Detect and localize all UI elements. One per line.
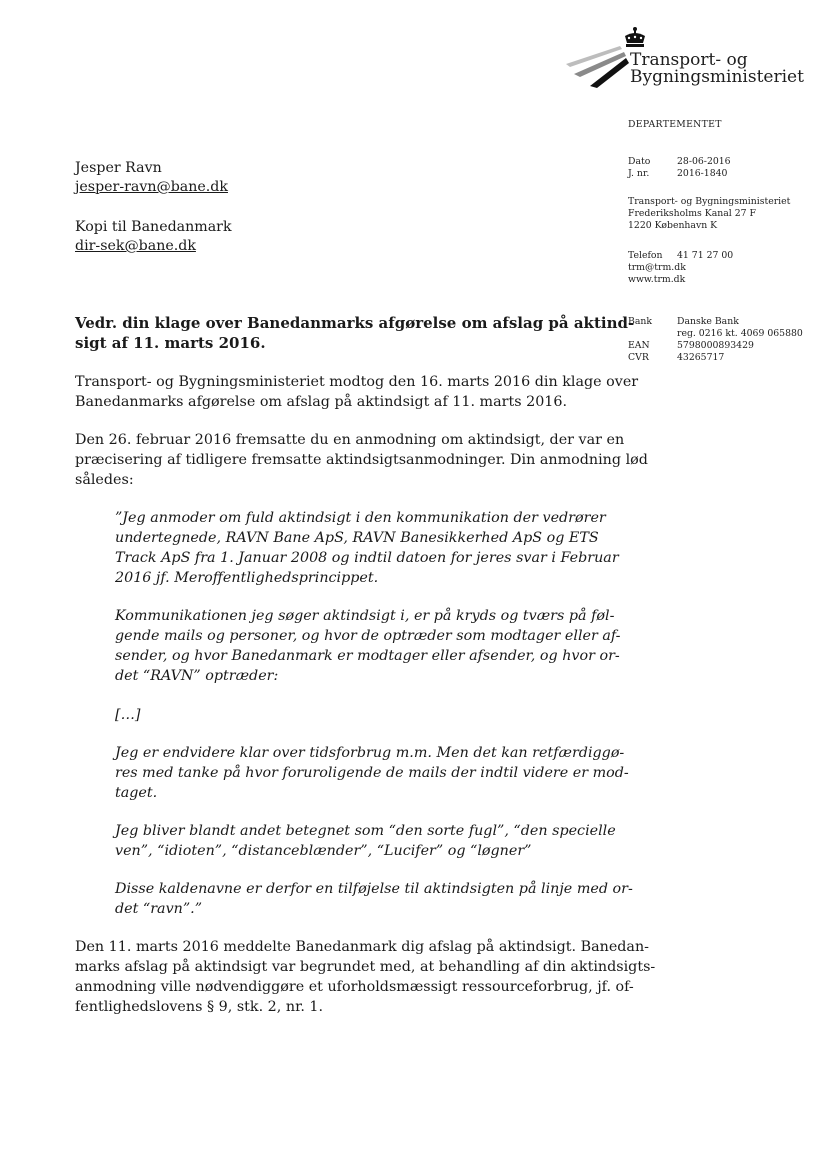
letter-subject: Vedr. din klage over Banedanmarks afgørelse om afslag på aktind- sigt af 11. marts 2016. xyxy=(75,314,635,352)
bank-reg: reg. 0216 kt. 4069 065880 xyxy=(677,328,803,339)
ministry-name xyxy=(630,52,804,86)
quote-paragraph: Kommunikationen jeg søger aktindsigt i, er på kryds og tværs på føl- gende mails og personer, og hvor de optræder som modtager eller af- sender, og hvor Banedanmark er modtager eller afsender, og hvor or- det “RAVN” optræder: xyxy=(115,608,621,684)
address-line: Transport- og Bygningsministeriet xyxy=(628,196,791,207)
quote-paragraph: Disse kaldenavne er derfor en tilføjelse til aktindsigten på linje med or- det “ravn”.” xyxy=(115,881,633,917)
quote-paragraph: ”Jeg anmoder om fuld aktindsigt i den kommunikation der vedrører undertegnede, RAVN Bane ApS, RAVN Banesikkerhed ApS og ETS Track ApS fra 1. Januar 2008 og indtil datoen for jeres svar i Februar 2016 jf. Meroffentlighedsprincippet. xyxy=(115,510,619,586)
bank-block xyxy=(628,316,803,364)
department-label: DEPARTEMENTET xyxy=(628,119,722,130)
jnr-label: J. nr. xyxy=(628,168,650,179)
body-paragraph: Den 11. marts 2016 meddelte Banedanmark dig afslag på aktindsigt. Banedan- marks afslag på aktindsigt var begrundet med, at behandling af din aktindsigts- anmodning ville nødvendiggøre et uforholdsmæssigt ressourceforbrug, jf. of- fentlighedslovens § 9, stk. 2, nr. 1. xyxy=(75,939,656,1015)
date-block xyxy=(628,156,731,180)
recipient-name: Jesper Ravn xyxy=(75,160,162,176)
recipient-email-link[interactable]: jesper-ravn@bane.dk xyxy=(75,179,228,195)
ministry-logo xyxy=(562,26,812,101)
contact-website[interactable]: www.trm.dk xyxy=(628,274,686,285)
contact-email[interactable]: trm@trm.dk xyxy=(628,262,686,273)
ministry-name-line2: Bygningsministeriet xyxy=(630,67,804,87)
date-value: 28-06-2016 xyxy=(677,156,731,167)
ean-label: EAN xyxy=(628,340,650,351)
cvr-label: CVR xyxy=(628,352,649,363)
quote-paragraph: Jeg bliver blandt andet betegnet som “den sorte fugl”, “den specielle ven”, “idioten”, “distanceblænder”, “Lucifer” og “løgner” xyxy=(115,823,616,859)
contact-block xyxy=(628,250,733,286)
copy-email-link[interactable]: dir-sek@bane.dk xyxy=(75,238,196,254)
copy-block xyxy=(75,218,232,256)
ministry-name-line1: Transport- og xyxy=(630,50,748,70)
address-line: Frederiksholms Kanal 27 F xyxy=(628,208,756,219)
body-paragraph: Den 26. februar 2016 fremsatte du en anmodning om aktindsigt, der var en præcisering af tidligere fremsatte aktindsigtsanmodninger. Din anmodning lød således: xyxy=(75,432,648,488)
quote-paragraph: Jeg er endvidere klar over tidsforbrug m.m. Men det kan retfærdiggø- res med tanke på hvor foruroligende de mails der indtil videre er mod- taget. xyxy=(115,745,629,801)
cvr-value: 43265717 xyxy=(677,352,725,363)
crown-icon xyxy=(622,26,648,48)
address-block xyxy=(628,196,790,232)
phone-label: Telefon xyxy=(628,250,663,261)
copy-recipient: Kopi til Banedanmark xyxy=(75,219,232,235)
phone-value: 41 71 27 00 xyxy=(677,250,734,261)
body-paragraph: Transport- og Bygningsministeriet modtog den 16. marts 2016 din klage over Banedanmarks afgørelse om afslag på aktindsigt af 11. marts 2016. xyxy=(75,374,639,410)
address-line: 1220 København K xyxy=(628,220,718,231)
date-label: Dato xyxy=(628,156,651,167)
bank-label: Bank xyxy=(628,316,652,327)
bank-value: Danske Bank xyxy=(677,316,739,327)
ean-value: 5798000893429 xyxy=(677,340,754,351)
recipient-block xyxy=(75,159,228,197)
jnr-value: 2016-1840 xyxy=(677,168,728,179)
quote-ellipsis: […] xyxy=(115,707,141,723)
